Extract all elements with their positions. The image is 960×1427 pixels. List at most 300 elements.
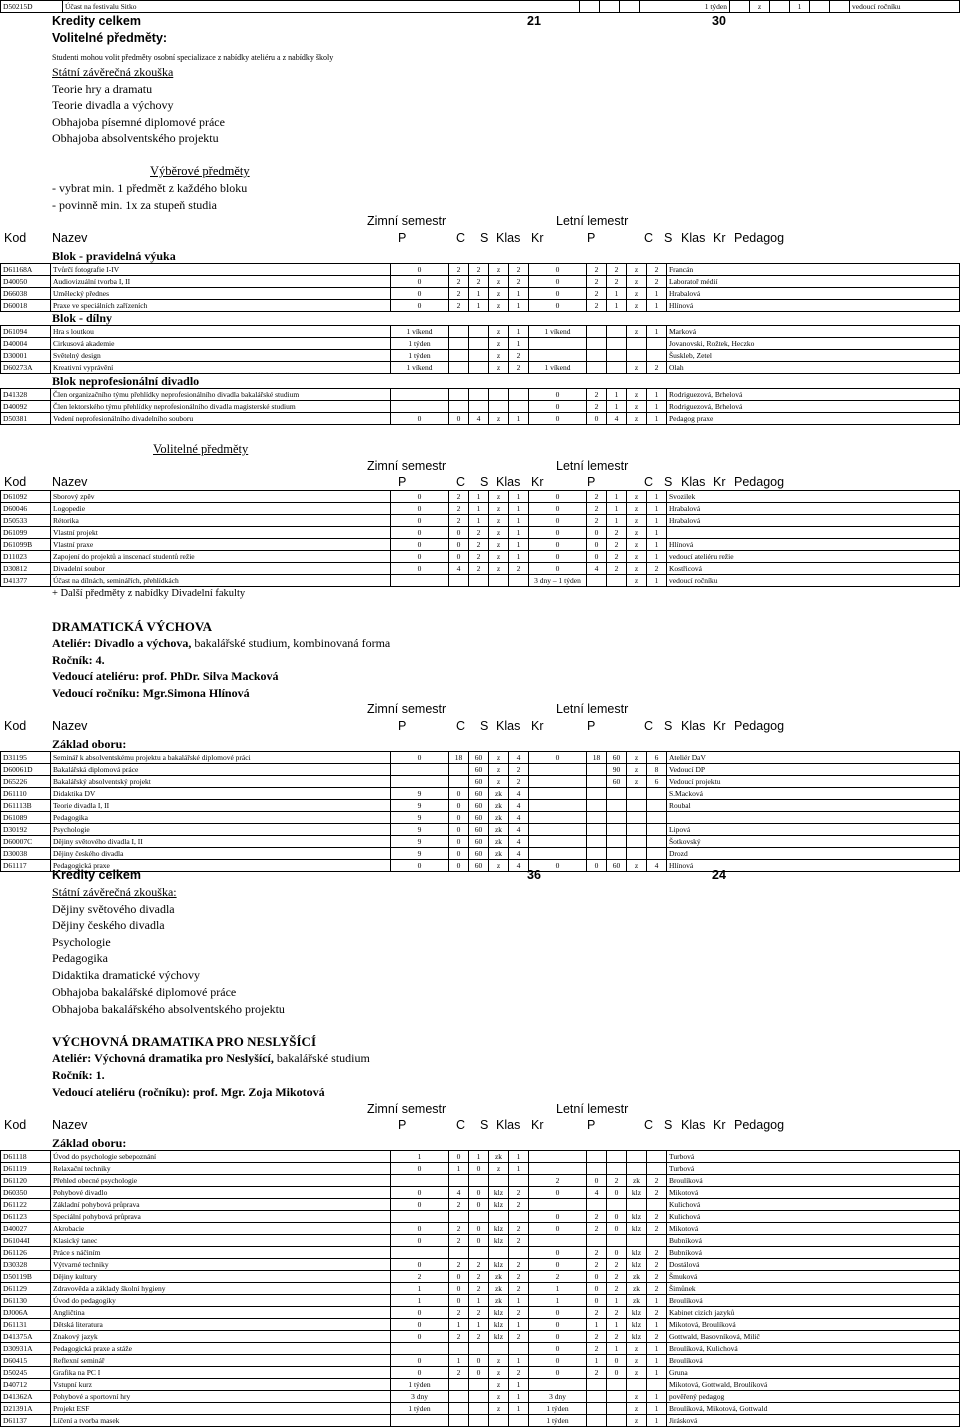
winter-c: 2 xyxy=(449,503,469,515)
course-code: D60061D xyxy=(1,764,51,776)
summer-klas: z xyxy=(627,276,647,288)
col-kod: Kod xyxy=(4,719,27,733)
winter-s: 0 xyxy=(469,1187,489,1199)
winter-s: 2 xyxy=(469,276,489,288)
summer-p: 2 xyxy=(529,1271,587,1283)
winter-kr: 1 xyxy=(509,300,529,312)
winter-s: 1 xyxy=(469,1319,489,1331)
winter-s: 0 xyxy=(469,1235,489,1247)
winter-s xyxy=(469,350,489,362)
winter-p: 0 xyxy=(391,1331,449,1343)
summer-klas: z xyxy=(627,563,647,575)
winter-kr xyxy=(509,1415,529,1427)
course-pedagog: Hrabalová xyxy=(667,515,960,527)
course-code: D61117 xyxy=(1,860,51,872)
winter-s xyxy=(469,1343,489,1355)
summer-kr: 1 xyxy=(647,1367,667,1379)
winter-kr: 4 xyxy=(509,824,529,836)
course-code: D61044I xyxy=(1,1235,51,1247)
atelier-label: Ateliér: Divadlo a výchova, xyxy=(52,636,192,650)
winter-p: 9 xyxy=(391,800,449,812)
winter-p: 0 xyxy=(391,1355,449,1367)
summer-s: 1 xyxy=(607,503,627,515)
summer-kr: 6 xyxy=(647,776,667,788)
winter-klas: z xyxy=(489,413,509,425)
course-pedagog: Kulichová xyxy=(667,1199,960,1211)
summer-c xyxy=(587,800,607,812)
winter-klas: zk xyxy=(489,800,509,812)
col-c: C xyxy=(644,231,654,245)
winter-p xyxy=(391,1247,449,1259)
state-exam-item: Obhajoba bakalářského absolventského projektu xyxy=(52,1002,285,1016)
winter-semester-label: Zimní semestr xyxy=(367,1102,447,1116)
winter-s xyxy=(469,326,489,338)
table-row xyxy=(1,551,960,563)
credits-winter: 36 xyxy=(527,868,541,882)
table-row xyxy=(1,1223,960,1235)
summer-kr: 2 xyxy=(647,1175,667,1187)
head-of-atelier: Vedoucí ateliéru (ročníku): prof. Mgr. Zoja Mikotová xyxy=(52,1085,325,1099)
winter-kr: 2 xyxy=(509,1199,529,1211)
summer-c: 0 xyxy=(587,1271,607,1283)
course-name: Relaxační techniky xyxy=(51,1163,391,1175)
col-s: S xyxy=(664,231,673,245)
winter-klas: z xyxy=(489,752,509,764)
course-pedagog xyxy=(667,812,960,824)
table-row xyxy=(1,860,960,872)
summer-kr: 2 xyxy=(647,1211,667,1223)
course-name: Pedagogická praxe xyxy=(51,860,391,872)
summer-c xyxy=(587,1403,607,1415)
summer-c: 2 xyxy=(587,264,607,276)
summer-klas xyxy=(627,1151,647,1163)
summer-c: 2 xyxy=(587,389,607,401)
winter-s xyxy=(469,338,489,350)
col-kod: Kod xyxy=(4,475,27,489)
summer-klas: z xyxy=(627,401,647,413)
summer-klas xyxy=(627,824,647,836)
col-klas: Klas xyxy=(496,719,521,733)
winter-klas: klz xyxy=(489,1187,509,1199)
winter-klas xyxy=(489,389,509,401)
course-name: Vstupní kurz xyxy=(51,1379,391,1391)
winter-s: 2 xyxy=(469,1331,489,1343)
state-exam-heading: Státní závěrečná zkouška: xyxy=(52,885,177,899)
table-row xyxy=(1,752,960,764)
winter-c: 0 xyxy=(449,800,469,812)
winter-klas: z xyxy=(489,1403,509,1415)
course-pedagog: Laboratoř médií xyxy=(667,276,960,288)
summer-p: 1 xyxy=(529,1283,587,1295)
winter-p: 9 xyxy=(391,824,449,836)
winter-p: 1 týden xyxy=(391,338,449,350)
summer-s xyxy=(607,362,627,374)
course-code: D40712 xyxy=(1,1379,51,1391)
winter-s: 60 xyxy=(469,848,489,860)
summer-klas: klz xyxy=(627,1319,647,1331)
summer-klas xyxy=(627,836,647,848)
table-row xyxy=(1,413,960,425)
summer-klas: z xyxy=(627,300,647,312)
winter-kr: 1 xyxy=(509,1379,529,1391)
course-code: DJ006A xyxy=(1,1307,51,1319)
winter-p: 1 víkend xyxy=(391,326,449,338)
course-pedagog: Rodriguezová, Brhelová xyxy=(667,401,960,413)
course-pedagog xyxy=(667,527,960,539)
winter-p: 0 xyxy=(391,288,449,300)
summer-c: 2 xyxy=(587,1259,607,1271)
summer-kr: 1 xyxy=(647,300,667,312)
table-row xyxy=(1,1271,960,1283)
col-kr: Kr xyxy=(531,231,544,245)
summer-kr xyxy=(647,824,667,836)
summer-kr xyxy=(647,788,667,800)
summer-kr: 2 xyxy=(647,1259,667,1271)
summer-kr: 8 xyxy=(647,764,667,776)
winter-s: 2 xyxy=(469,264,489,276)
course-code: D61123 xyxy=(1,1211,51,1223)
table-row xyxy=(1,1379,960,1391)
course-name: Divadelní soubor xyxy=(51,563,391,575)
winter-s: 0 xyxy=(469,1199,489,1211)
course-name: Světelný design xyxy=(51,350,391,362)
winter-s: 0 xyxy=(469,1223,489,1235)
course-name: Přehled obecné psychologie xyxy=(51,1175,391,1187)
column-header xyxy=(0,1118,960,1134)
winter-c: 1 xyxy=(449,1319,469,1331)
winter-klas: klz xyxy=(489,1259,509,1271)
state-exam-item: Didaktika dramatické výchovy xyxy=(52,968,200,982)
winter-klas: zk xyxy=(489,812,509,824)
course-table xyxy=(0,388,960,425)
summer-p: 0 xyxy=(529,539,587,551)
summer-c: 2 xyxy=(587,1331,607,1343)
summer-klas: zk xyxy=(627,1283,647,1295)
course-name: Rétorika xyxy=(51,515,391,527)
winter-klas: z xyxy=(489,503,509,515)
col-kod: Kod xyxy=(4,1118,27,1132)
summer-kr: 6 xyxy=(647,752,667,764)
winter-s xyxy=(469,401,489,413)
course-code: D61130 xyxy=(1,1295,51,1307)
course-pedagog: Šmuková xyxy=(667,1271,960,1283)
summer-s xyxy=(607,800,627,812)
col-pedagog: Pedagog xyxy=(734,231,785,245)
course-code: D61131 xyxy=(1,1319,51,1331)
winter-c: 4 xyxy=(449,1187,469,1199)
col-s: S xyxy=(664,1118,673,1132)
summer-c: 2 xyxy=(587,503,607,515)
course-pedagog: Broulíková xyxy=(667,1175,960,1187)
table-row xyxy=(1,1247,960,1259)
course-code: D31195 xyxy=(1,752,51,764)
summer-p: 0 xyxy=(529,1355,587,1367)
summer-s: 90 xyxy=(607,764,627,776)
course-name: Základní pohybová průprava xyxy=(51,1199,391,1211)
summer-c: 1 xyxy=(587,1319,607,1331)
summer-p: 0 xyxy=(529,1307,587,1319)
summer-kr: 1 xyxy=(647,326,667,338)
table-row xyxy=(1,575,960,587)
summer-klas xyxy=(627,848,647,860)
winter-kr xyxy=(509,1175,529,1187)
winter-klas: zk xyxy=(489,1151,509,1163)
summer-kr xyxy=(647,1379,667,1391)
winter-c xyxy=(449,338,469,350)
course-name: Znakový jazyk xyxy=(51,1331,391,1343)
course-name: Cirkusová akademie xyxy=(51,338,391,350)
summer-c xyxy=(587,1151,607,1163)
summer-kr: 1 xyxy=(647,1355,667,1367)
summer-klas: z xyxy=(627,539,647,551)
winter-kr: 1 xyxy=(509,338,529,350)
winter-c xyxy=(449,1379,469,1391)
summer-s: 60 xyxy=(607,776,627,788)
summer-c: 0 xyxy=(587,1175,607,1187)
summer-p xyxy=(529,800,587,812)
summer-s: 2 xyxy=(607,551,627,563)
winter-s: 2 xyxy=(469,563,489,575)
course-pedagog: Marková xyxy=(667,326,960,338)
winter-p xyxy=(391,1343,449,1355)
table-row xyxy=(1,1163,960,1175)
summer-klas: klz xyxy=(627,1259,647,1271)
winter-klas: z xyxy=(489,276,509,288)
summer-s: 1 xyxy=(607,300,627,312)
winter-klas: z xyxy=(489,1391,509,1403)
course-name: Audiovizuální tvorba I, II xyxy=(51,276,391,288)
course-name: Kreativní vyprávění xyxy=(51,362,391,374)
summer-p: 0 xyxy=(529,563,587,575)
table-row xyxy=(1,276,960,288)
course-name: Akrobacie xyxy=(51,1223,391,1235)
table-row xyxy=(1,563,960,575)
summer-klas xyxy=(627,1235,647,1247)
winter-klas: z xyxy=(489,764,509,776)
course-pedagog: Hrabalová xyxy=(667,288,960,300)
block-title: Blok - pravidelná výuka xyxy=(52,249,176,263)
summer-c xyxy=(587,1391,607,1403)
summer-c: 0 xyxy=(587,860,607,872)
course-code: D40050 xyxy=(1,276,51,288)
summer-s xyxy=(607,1151,627,1163)
course-code: D60007C xyxy=(1,836,51,848)
summer-klas: klz xyxy=(627,1211,647,1223)
semester-header xyxy=(0,214,960,230)
summer-s: 1 xyxy=(607,491,627,503)
winter-c: 2 xyxy=(449,300,469,312)
col-p: P xyxy=(587,475,596,489)
summer-s: 2 xyxy=(607,527,627,539)
summer-kr: 2 xyxy=(647,1331,667,1343)
winter-semester-label: Zimní semestr xyxy=(367,214,447,228)
atelier-label: Ateliér: Výchovná dramatika pro Neslyšící, xyxy=(52,1051,274,1065)
winter-c xyxy=(449,1175,469,1187)
table-row xyxy=(1,1307,960,1319)
winter-kr: 1 xyxy=(509,1319,529,1331)
course-name: Praxe ve speciálních zařízeních xyxy=(51,300,391,312)
summer-klas: klz xyxy=(627,1331,647,1343)
summer-klas: z xyxy=(627,752,647,764)
table-row xyxy=(1,764,960,776)
winter-klas: z xyxy=(489,551,509,563)
summer-s: 60 xyxy=(607,860,627,872)
winter-p: 0 xyxy=(391,527,449,539)
winter-klas xyxy=(489,1415,509,1427)
course-pedagog: vedoucí ročníku xyxy=(850,1,960,13)
col-kr: Kr xyxy=(713,719,726,733)
winter-s xyxy=(469,1175,489,1187)
winter-c: 0 xyxy=(449,413,469,425)
winter-p: 0 xyxy=(391,276,449,288)
course-code: D61113B xyxy=(1,800,51,812)
summer-s xyxy=(607,1199,627,1211)
course-kr: 1 xyxy=(790,1,810,13)
winter-p: 0 xyxy=(391,860,449,872)
course-code: D41377 xyxy=(1,575,51,587)
summer-s: 2 xyxy=(607,1331,627,1343)
summer-s xyxy=(607,1235,627,1247)
winter-kr xyxy=(509,1343,529,1355)
winter-c xyxy=(449,389,469,401)
winter-klas: z xyxy=(489,362,509,374)
year-label: Ročník: 1. xyxy=(52,1068,105,1082)
course-name: Vedení neprofesionálního divadelního souboru xyxy=(51,413,391,425)
course-name: Práce s náčiním xyxy=(51,1247,391,1259)
winter-klas: z xyxy=(489,860,509,872)
course-code: D61094 xyxy=(1,326,51,338)
summer-s: 60 xyxy=(607,752,627,764)
winter-klas: z xyxy=(489,300,509,312)
winter-s: 60 xyxy=(469,788,489,800)
winter-s: 4 xyxy=(469,413,489,425)
winter-p xyxy=(391,401,449,413)
winter-s: 1 xyxy=(469,288,489,300)
summer-s xyxy=(607,350,627,362)
table-row xyxy=(1,401,960,413)
course-code: D61129 xyxy=(1,1283,51,1295)
winter-s: 2 xyxy=(469,527,489,539)
winter-p: 0 xyxy=(391,264,449,276)
winter-kr: 1 xyxy=(509,527,529,539)
table-row xyxy=(1,1343,960,1355)
table-row xyxy=(1,389,960,401)
summer-kr: 2 xyxy=(647,1187,667,1199)
summer-p: 0 xyxy=(529,1331,587,1343)
winter-p: 0 xyxy=(391,752,449,764)
winter-kr xyxy=(509,401,529,413)
winter-kr: 1 xyxy=(509,491,529,503)
winter-kr: 1 xyxy=(509,1403,529,1415)
winter-s: 2 xyxy=(469,1307,489,1319)
winter-s xyxy=(469,1391,489,1403)
table-row xyxy=(1,836,960,848)
course-pedagog: Drozd xyxy=(667,848,960,860)
summer-p xyxy=(529,1199,587,1211)
winter-c: 2 xyxy=(449,276,469,288)
winter-c xyxy=(449,401,469,413)
summer-s xyxy=(607,836,627,848)
summer-c xyxy=(587,1199,607,1211)
winter-s: 1 xyxy=(469,300,489,312)
summer-s: 2 xyxy=(607,1283,627,1295)
winter-p: 9 xyxy=(391,836,449,848)
table-row xyxy=(1,1403,960,1415)
summer-p xyxy=(529,836,587,848)
state-exam-item: Teorie divadla a výchovy xyxy=(52,98,174,112)
winter-s xyxy=(469,1379,489,1391)
state-exam-item: Teorie hry a dramatu xyxy=(52,82,153,96)
course-pedagog: Gruna xyxy=(667,1367,960,1379)
winter-p: 9 xyxy=(391,812,449,824)
course-name: Účast na dílnách, seminářích, přehlídkách xyxy=(51,575,391,587)
winter-s xyxy=(469,1211,489,1223)
course-pedagog: Broulíková xyxy=(667,1295,960,1307)
table-row xyxy=(1,539,960,551)
course-pedagog: Rodriguezová, Brhelová xyxy=(667,389,960,401)
winter-s: 2 xyxy=(469,1259,489,1271)
summer-p: 0 xyxy=(529,1367,587,1379)
col-s: S xyxy=(480,1118,489,1132)
winter-p xyxy=(391,1211,449,1223)
summer-s: 1 xyxy=(607,1295,627,1307)
winter-klas: z xyxy=(489,1163,509,1175)
course-pedagog: Hrabalová xyxy=(667,503,960,515)
col-p: P xyxy=(398,231,407,245)
summer-c xyxy=(587,788,607,800)
summer-kr xyxy=(647,350,667,362)
summer-p: 3 dny xyxy=(529,1391,587,1403)
summer-s: 2 xyxy=(607,264,627,276)
summer-s: 1 xyxy=(607,401,627,413)
summer-semester-label: Letní lemestr xyxy=(556,459,629,473)
col-klas: Klas xyxy=(681,475,706,489)
basis-heading: Základ oboru: xyxy=(52,1136,127,1150)
winter-klas xyxy=(489,1247,509,1259)
summer-kr: 2 xyxy=(647,1247,667,1259)
summer-p: 0 xyxy=(529,413,587,425)
summer-kr: 1 xyxy=(647,1343,667,1355)
col-c: C xyxy=(644,475,654,489)
col-klas: Klas xyxy=(496,1118,521,1132)
summer-c: 2 xyxy=(587,491,607,503)
summer-c: 0 xyxy=(587,1295,607,1307)
course-code: D61099B xyxy=(1,539,51,551)
winter-s: 60 xyxy=(469,860,489,872)
summer-klas xyxy=(627,1163,647,1175)
summer-klas xyxy=(627,338,647,350)
summer-klas: klz xyxy=(627,1187,647,1199)
course-code: D61118 xyxy=(1,1151,51,1163)
winter-kr: 1 xyxy=(509,1151,529,1163)
winter-kr: 2 xyxy=(509,362,529,374)
summer-klas xyxy=(627,350,647,362)
winter-p: 0 xyxy=(391,1367,449,1379)
winter-p: 0 xyxy=(391,1319,449,1331)
winter-c xyxy=(449,764,469,776)
summer-s: 4 xyxy=(607,413,627,425)
summer-p: 0 xyxy=(529,515,587,527)
summer-kr: 2 xyxy=(647,362,667,374)
optional-subjects-heading: Výběrové předměty xyxy=(150,164,250,178)
atelier-rest: bakalářské studium, kombinovaná forma xyxy=(191,636,391,650)
summer-klas: klz xyxy=(627,1307,647,1319)
summer-klas xyxy=(627,788,647,800)
col-kr: Kr xyxy=(531,719,544,733)
summer-klas: z xyxy=(627,389,647,401)
summer-s: 0 xyxy=(607,1223,627,1235)
winter-c: 1 xyxy=(449,1163,469,1175)
